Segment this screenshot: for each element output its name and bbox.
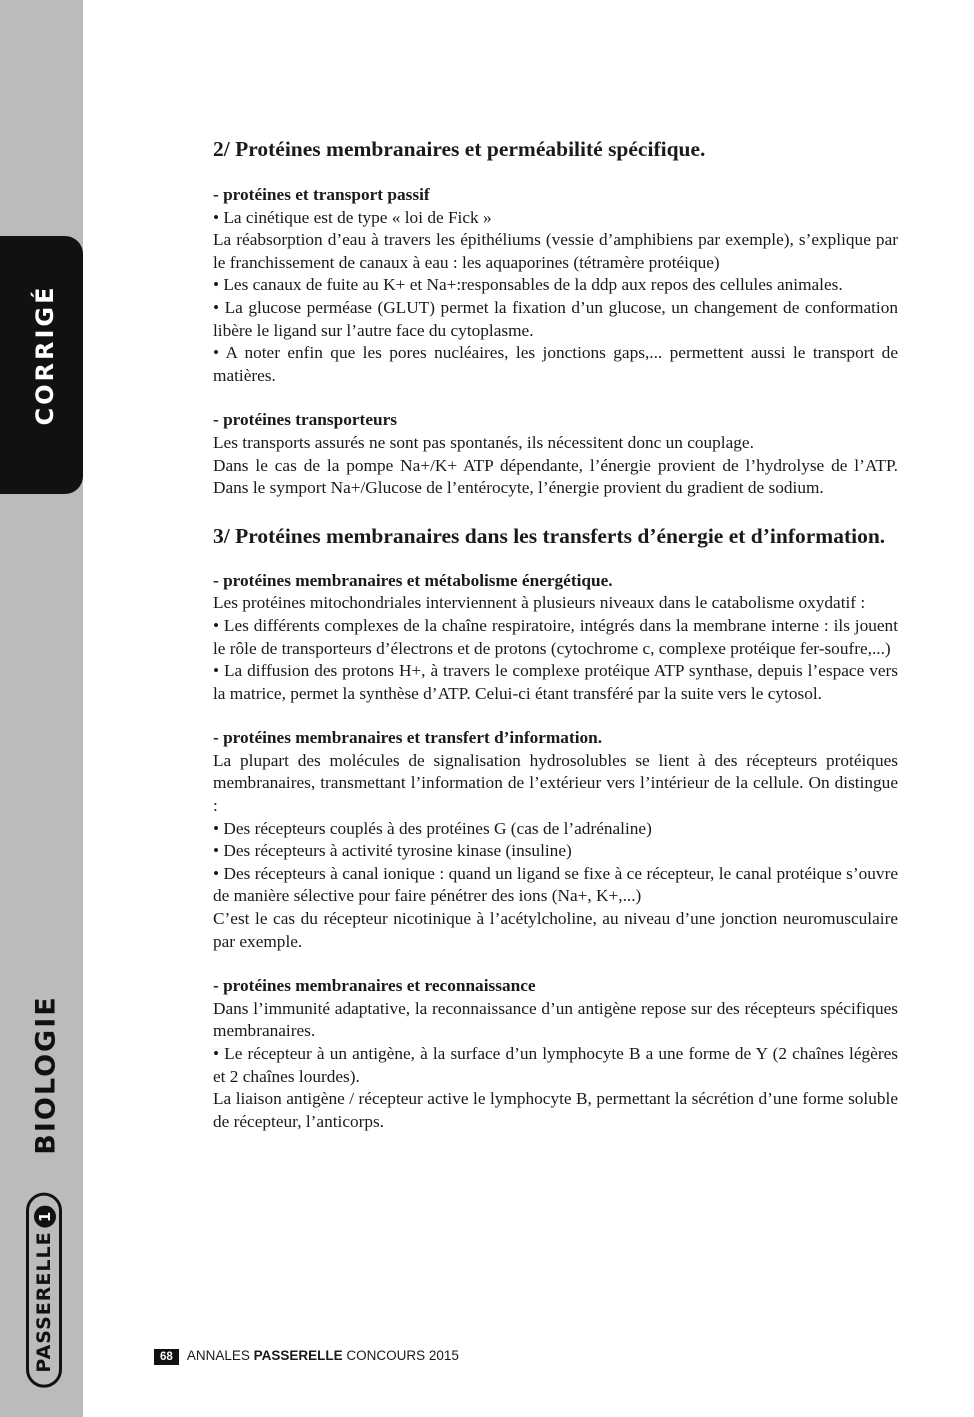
paragraph: • Des récepteurs à canal ionique : quand un ligand se fixe à ce récepteur, le canal protéique s’ouvre de manière sélective pour faire pénétrer des ions (Na+, K+,...) [213, 863, 898, 906]
paragraph: La plupart des molécules de signalisation hydrosolubles se lient à des récepteurs protéiques membranaires, transmettant l’information de l’extérieur vers l’intérieur de la cellule. On distingue : [213, 750, 898, 816]
paragraph: La liaison antigène / récepteur active le lymphocyte B, permettant la sécrétion d’une forme soluble de récepteur, l’anticorps. [213, 1089, 898, 1131]
subsection-title: - protéines transporteurs [213, 410, 397, 430]
footer-brand: PASSERELLE [253, 1348, 343, 1363]
paragraph: • La cinétique est de type « loi de Fick » [213, 207, 492, 227]
section-2-heading: 2/ Protéines membranaires et perméabilité spécifique. [213, 137, 706, 161]
page-number: 68 [154, 1349, 179, 1365]
paragraph: Les transports assurés ne sont pas spontanés, ils nécessitent donc un couplage. [213, 432, 754, 452]
subsection-title: - protéines et transport passif [213, 185, 430, 204]
paragraph: Dans l’immunité adaptative, la reconnaissance d’un antigène repose sur des récepteurs spécifiques membranaires. [213, 998, 898, 1041]
page-content [213, 136, 898, 1133]
logo-number: 1 [34, 1205, 56, 1227]
subsection-title: - protéines membranaires et transfert d’information. [213, 728, 603, 748]
paragraph: • Des récepteurs à activité tyrosine kinase (insuline) [213, 841, 572, 861]
section-3-heading: 3/ Protéines membranaires dans les transferts d’énergie et d’information. [213, 523, 886, 548]
paragraph: Dans le cas de la pompe Na+/K+ ATP dépendante, l’énergie provient de l’hydrolyse de l’ATP. Dans le symport Na+/Glucose de l’entérocyte, l’énergie provient du gradient de sodium. [213, 455, 898, 498]
paragraph: La réabsorption d’eau à travers les épithéliums (vessie d’amphibiens par exemple), s’explique par le franchissement de canaux à eau : les aquaporines (tétramère protéique) [213, 230, 898, 272]
subsection-title: - protéines membranaires et métabolisme énergétique. [213, 570, 613, 590]
subsection-title: - protéines membranaires et reconnaissance [213, 976, 536, 996]
page-footer [154, 1348, 459, 1365]
paragraph: C’est le cas du récepteur nicotinique à l’acétylcholine, au niveau d’une jonction neuromusculaire par exemple. [213, 909, 898, 951]
footer-suffix: CONCOURS 2015 [346, 1348, 459, 1363]
paragraph: • Le récepteur à un antigène, à la surface d’un lymphocyte B a une forme de Y (2 chaînes légères et 2 chaînes lourdes). [213, 1044, 898, 1086]
footer-prefix: ANNALES [186, 1348, 250, 1363]
subject-label: BIOLOGIE [30, 995, 62, 1155]
paragraph: • Des récepteurs couplés à des protéines G (cas de l’adrénaline) [213, 818, 652, 838]
paragraph: • Les différents complexes de la chaîne respiratoire, intégrés dans la membrane interne : ils jouent le rôle de transporteurs d’électrons et de protons (cytochrome c, complexe protéique fer-soufre,...) [213, 615, 898, 658]
logo-text: PASSERELLE [33, 1231, 55, 1373]
logo-frame [26, 1192, 62, 1387]
section-tab-label: CORRIGÉ [31, 284, 59, 426]
paragraph: • La glucose perméase (GLUT) permet la fixation d’un glucose, un changement de conformation libère le ligand sur l’autre face du cytoplasme. [213, 297, 898, 340]
paragraph: • A noter enfin que les pores nucléaires, les jonctions gaps,... permettent aussi le transport de matières. [213, 343, 898, 385]
paragraph: • La diffusion des protons H+, à travers le complexe protéique ATP synthase, depuis l’espace vers la matrice, permet la synthèse d’ATP. Celui-ci étant transféré par la suite vers le cytosol. [213, 661, 898, 703]
paragraph: • Les canaux de fuite au K+ et Na+:responsables de la ddp aux repos des cellules animales. [213, 275, 843, 295]
passerelle-logo [26, 1192, 62, 1387]
paragraph: Les protéines mitochondriales interviennent à plusieurs niveaux dans le catabolisme oxydatif : [213, 593, 866, 613]
